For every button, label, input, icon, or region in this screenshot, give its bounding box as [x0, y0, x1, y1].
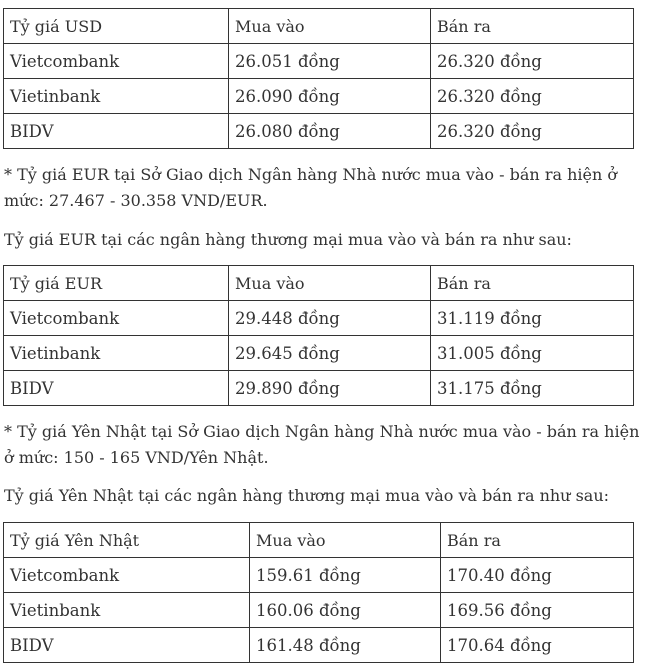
header-cell: Tỷ giá USD — [4, 9, 229, 44]
header-cell: Bán ra — [431, 9, 634, 44]
jpy-central-rate-note: * Tỷ giá Yên Nhật tại Sở Giao dịch Ngân hàng Nhà nước mua vào - bán ra hiện ở mức: 150 - 165 VND/Yên Nhật. — [4, 422, 640, 467]
table-row — [4, 44, 634, 79]
table-row — [4, 301, 634, 336]
table-row — [4, 336, 634, 371]
sell-rate-cell: 31.005 đồng — [431, 336, 634, 371]
header-cell: Mua vào — [229, 9, 431, 44]
buy-rate-cell: 159.61 đồng — [250, 558, 441, 593]
table-row — [4, 558, 634, 593]
header-cell: Tỷ giá Yên Nhật — [4, 523, 250, 558]
table-row — [4, 593, 634, 628]
buy-rate-cell: 161.48 đồng — [250, 628, 441, 663]
buy-rate-cell: 29.645 đồng — [229, 336, 431, 371]
table-header-row — [4, 266, 634, 301]
table-header-row — [4, 9, 634, 44]
sell-rate-cell: 170.40 đồng — [441, 558, 634, 593]
bank-name-cell: Vietcombank — [4, 558, 250, 593]
buy-rate-cell: 26.090 đồng — [229, 79, 431, 114]
header-cell: Tỷ giá EUR — [4, 266, 229, 301]
table-row — [4, 114, 634, 149]
usd-rate-table — [3, 8, 634, 149]
bank-name-cell: BIDV — [4, 628, 250, 663]
buy-rate-cell: 26.051 đồng — [229, 44, 431, 79]
sell-rate-cell: 31.119 đồng — [431, 301, 634, 336]
bank-name-cell: BIDV — [4, 114, 229, 149]
sell-rate-cell: 169.56 đồng — [441, 593, 634, 628]
eur-intro-text: Tỷ giá EUR tại các ngân hàng thương mại mua vào và bán ra như sau: — [4, 230, 572, 249]
bank-name-cell: BIDV — [4, 371, 229, 406]
header-cell: Mua vào — [250, 523, 441, 558]
bank-name-cell: Vietcombank — [4, 301, 229, 336]
table-row — [4, 79, 634, 114]
jpy-intro-text: Tỷ giá Yên Nhật tại các ngân hàng thương mại mua vào và bán ra như sau: — [4, 486, 610, 505]
sell-rate-cell: 170.64 đồng — [441, 628, 634, 663]
header-cell: Bán ra — [441, 523, 634, 558]
table-row — [4, 371, 634, 406]
sell-rate-cell: 26.320 đồng — [431, 79, 634, 114]
table-header-row — [4, 523, 634, 558]
sell-rate-cell: 26.320 đồng — [431, 44, 634, 79]
bank-name-cell: Vietinbank — [4, 336, 229, 371]
header-cell: Mua vào — [229, 266, 431, 301]
eur-rate-table — [3, 265, 634, 406]
header-cell: Bán ra — [431, 266, 634, 301]
bank-name-cell: Vietinbank — [4, 79, 229, 114]
sell-rate-cell: 26.320 đồng — [431, 114, 634, 149]
buy-rate-cell: 26.080 đồng — [229, 114, 431, 149]
jpy-rate-table — [3, 522, 634, 663]
eur-central-rate-note: * Tỷ giá EUR tại Sở Giao dịch Ngân hàng Nhà nước mua vào - bán ra hiện ở mức: 27.467 - 30.358 VND/EUR. — [4, 165, 617, 210]
buy-rate-cell: 160.06 đồng — [250, 593, 441, 628]
bank-name-cell: Vietinbank — [4, 593, 250, 628]
sell-rate-cell: 31.175 đồng — [431, 371, 634, 406]
table-row — [4, 628, 634, 663]
buy-rate-cell: 29.448 đồng — [229, 301, 431, 336]
buy-rate-cell: 29.890 đồng — [229, 371, 431, 406]
bank-name-cell: Vietcombank — [4, 44, 229, 79]
